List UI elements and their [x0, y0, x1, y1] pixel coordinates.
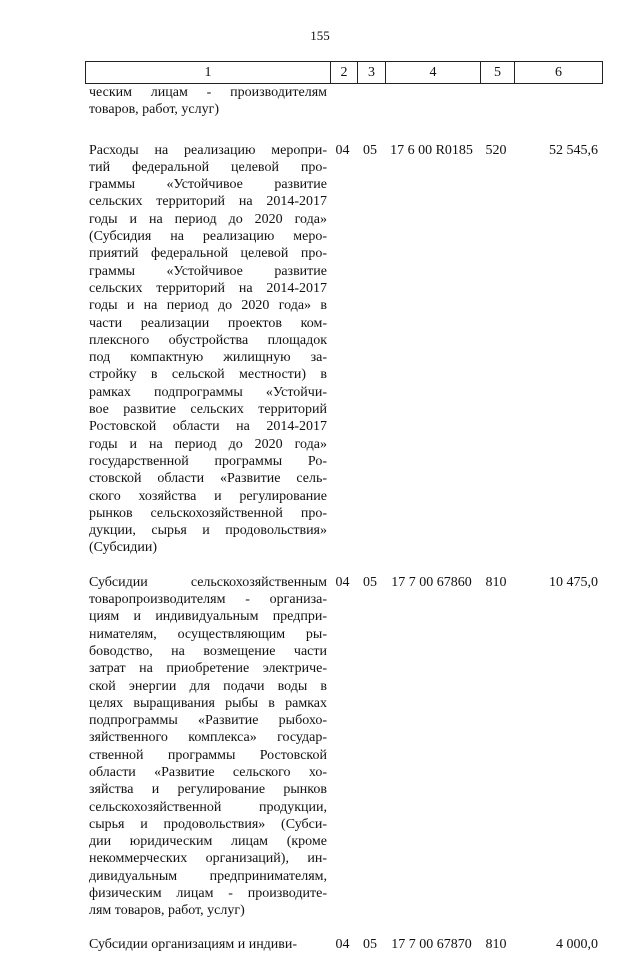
text-line: Ростовской области на 2014-2017 [89, 419, 327, 435]
text-line: товаров, работ, услуг) [89, 102, 220, 118]
text-line: затрат на приобретение электриче- [89, 661, 327, 677]
text-line: Расходы на реализацию меропри- [89, 142, 327, 158]
text-line: целях выращивания рыбы в рамках [89, 695, 327, 711]
text-line: плексного обустройства площадок [89, 332, 327, 348]
text-line: сельскохозяйственной продукции, [89, 799, 327, 815]
amount: 4 000,0 [556, 936, 598, 952]
table-header-row [85, 61, 603, 84]
section-code: 04 [335, 574, 350, 590]
text-line: товаропроизводителям - организа- [89, 592, 327, 608]
text-line: стройку в сельской местности) в [89, 367, 327, 383]
table-body [85, 84, 603, 953]
text-line: физическим лицам - производите- [89, 886, 327, 902]
text-line: годы и на период до 2020 года» [89, 436, 327, 452]
text-line: зяйства и регулирование рынков [89, 782, 327, 798]
target-article-code: 17 7 00 67870 [391, 936, 472, 952]
header-col-6: 6 [514, 62, 602, 83]
subsection-code: 05 [363, 574, 377, 590]
text-line: (Субсидия на реализацию меро- [89, 229, 327, 245]
row-description [85, 574, 329, 920]
text-line: некоммерческих организаций), ин- [89, 851, 327, 867]
text-line: подпрограммы «Развитие рыбохо- [89, 713, 327, 729]
section-code: 04 [335, 936, 350, 952]
text-line: под компактную жилищную за- [89, 350, 327, 366]
text-line: лям товаров, работ, услуг) [89, 903, 245, 919]
row-description [85, 142, 329, 557]
page-number: 155 [310, 28, 330, 43]
target-article-code: 17 7 00 67860 [391, 574, 472, 590]
text-line: дивидуальным предпринимателям, [89, 868, 327, 884]
header-col-1: 1 [204, 65, 212, 80]
header-col-2: 2 [330, 62, 357, 83]
text-line: боводство, на возмещение части [89, 643, 327, 659]
text-line: сырья и продовольствия» (Субси- [89, 816, 327, 832]
text-line: области «Развитие сельского хо- [89, 764, 327, 780]
text-line: годы и на период до 2020 года» в [89, 298, 327, 314]
subsection-code: 05 [363, 936, 377, 952]
text-line: дии юридическим лицам (кроме [89, 834, 327, 850]
section-code: 04 [335, 142, 350, 158]
text-line: вое развитие сельских территорий [89, 402, 327, 418]
text-line: (Субсидии) [89, 540, 158, 556]
text-line: сельских территорий на 2014-2017 [89, 280, 327, 296]
subsection-code: 05 [363, 142, 377, 158]
expense-type-code: 810 [485, 936, 507, 952]
text-line: циям и индивидуальным предпри- [89, 609, 327, 625]
target-article-code: 17 6 00 R0185 [390, 142, 473, 158]
text-line: дукции, сырья и продовольствия» [89, 523, 327, 539]
header-col-3: 3 [357, 62, 385, 83]
expense-type-code: 520 [485, 142, 507, 158]
text-line: Субсидии сельскохозяйственным [89, 574, 327, 590]
text-line: зяйственного комплекса» государ- [89, 730, 327, 746]
text-line: граммы «Устойчивое развитие [89, 263, 327, 279]
text-line: тий федеральной целевой про- [89, 159, 327, 175]
text-line: ского хозяйства и регулирование [89, 488, 327, 504]
row-container [85, 142, 603, 953]
text-line: части реализации проектов ком- [89, 315, 327, 331]
amount: 52 545,6 [549, 142, 598, 158]
table-row [85, 142, 603, 557]
continuation-text [85, 84, 329, 119]
text-line: рамках подпрограммы «Устойчи- [89, 384, 327, 400]
text-line: годы и на период до 2020 года» [89, 211, 327, 227]
table-row [85, 574, 603, 920]
expense-type-code: 810 [485, 574, 507, 590]
text-line: стовской области «Развитие сель- [89, 471, 327, 487]
text-line: ской энергии для подачи воды в [89, 678, 327, 694]
text-line: государственной программы Ро- [89, 453, 327, 469]
row-description [85, 936, 329, 953]
amount: 10 475,0 [549, 574, 598, 590]
text-line: Субсидии организациям и индиви- [89, 936, 298, 952]
table-row [85, 936, 603, 953]
text-line: приятий федеральной целевой про- [89, 246, 327, 262]
continuation-row [85, 84, 603, 119]
text-line: ческим лицам - производителям [89, 85, 327, 100]
text-line: ственной программы Ростовской [89, 747, 327, 763]
text-line: рынков сельскохозяйственной про- [89, 505, 327, 521]
text-line: сельских территорий на 2014-2017 [89, 194, 327, 210]
header-col-5: 5 [480, 62, 514, 83]
header-col-4: 4 [385, 62, 480, 83]
text-line: нимателям, осуществляющим ры- [89, 626, 327, 642]
text-line: граммы «Устойчивое развитие [89, 177, 327, 193]
